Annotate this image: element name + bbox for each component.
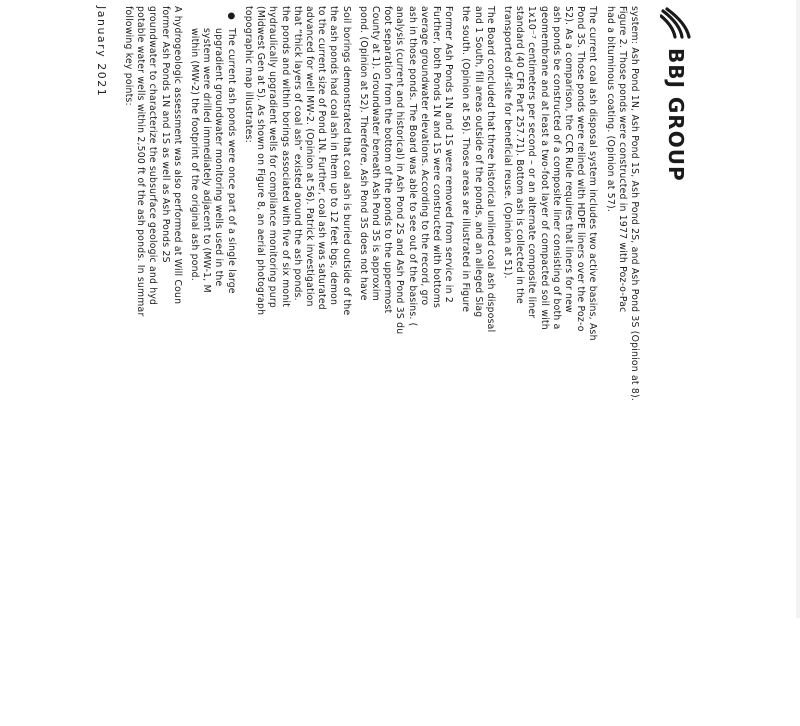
- text-line: Further, both Ponds 1N and 1S were constructed with bottoms: [430, 6, 442, 309]
- paragraph-current-disposal-system: [501, 6, 599, 726]
- text-line: had a bituminous coating. (Opinion at 57).: [604, 6, 616, 213]
- paragraph-ash-pond-system: [603, 6, 640, 726]
- document-body: [117, 6, 640, 726]
- text-line: A hydrogeologic assessment was also performed at Will Coun: [171, 6, 183, 305]
- text-line: advanced for well MW-2. (Opinion at 56). Patrick investigation: [303, 6, 315, 307]
- text-line: topographic map illustrates:: [242, 6, 254, 143]
- bullet-dot-icon: ●: [225, 12, 236, 21]
- text-line: and 1 South, fill areas outside of the ponds, and an alleged Slag: [472, 6, 484, 318]
- text-line: The current ash ponds were once part of a single large: [225, 28, 237, 294]
- scan-edge-shading: [796, 0, 800, 618]
- text-line: that “thick layers of coal ash” existed around the ash ponds.: [291, 6, 303, 301]
- text-line: within (MW-2) the footprint of the original ash pond.: [189, 28, 201, 281]
- text-line: system were drilled immediately adjacent to (MW-1, M: [201, 28, 213, 293]
- text-line: transported off-site for beneficial reuse. (Opinion at 51).: [501, 6, 513, 279]
- text-line: the ponds and within borings associated with five of six monit: [279, 6, 291, 308]
- text-line: Figure 2. Those ponds were constructed in 1977 with Poz-o-Pac: [616, 6, 628, 313]
- text-line: ash ponds be constructed of a composite liner consisting of both a: [550, 6, 562, 330]
- paragraph-board-conclusion: [459, 6, 496, 726]
- text-line: the south. (Opinion at 56). Those areas are illustrated in Figure: [460, 6, 472, 313]
- paragraph-soil-borings: [242, 6, 352, 726]
- bbj-arc-mark-icon: [660, 6, 692, 40]
- text-line: standard (40 CFR Part 257.71). Bottom ash is collected in the: [514, 6, 526, 304]
- text-line: Former Ash Ponds 1N and 1S were removed from service in 2: [443, 6, 455, 303]
- footer-date: January 2021: [95, 6, 108, 98]
- text-line: Pond 3S. Those ponds were relined with HDPE liners over the Poz-o: [575, 6, 587, 332]
- text-line: (Midwest Gen at 5). As shown on Figure 8, an aerial photograph: [255, 6, 267, 316]
- text-line: to the current size of Pond 1N. Further, coal ash was saturated: [316, 6, 328, 310]
- text-line: the ash ponds had coal ash in them up to 12 feet bgs, demon: [328, 6, 340, 306]
- text-line: analysis (current and historical) in Ash Pond 2S and Ash Pond 3S du: [394, 6, 406, 335]
- text-line: County at 1). Groundwater beneath Ash Pond 3S is approxim: [369, 6, 381, 301]
- text-line: former Ash Ponds 1N and 1S as well as Ash Ponds 2S: [159, 6, 171, 263]
- rotated-document-page: [92, 0, 692, 690]
- text-line: pond. (Opinion at 52). Therefore, Ash Pond 3S does not have: [357, 6, 369, 301]
- text-line: potable water wells within 2,500 ft of the ash ponds. In summar: [135, 6, 147, 317]
- text-line: 1x10⁻⁷ centimeters per second – or an alternate composite liner: [526, 6, 538, 319]
- text-line: 52). As a comparison, the CCR Rule requires that liners for new: [562, 6, 574, 313]
- bullet-item: [188, 6, 237, 726]
- text-line: average groundwater elevations. According to the record, gro: [418, 6, 430, 306]
- text-line: The Board concluded that three historical unlined coal ash disposal: [484, 6, 496, 333]
- text-line: hydraulically upgradient wells for compliance monitoring purp: [267, 6, 279, 308]
- text-line: Soil borings demonstrated that coal ash is buried outside of the: [340, 6, 352, 316]
- text-line: upgradient groundwater monitoring wells used in the: [213, 28, 225, 287]
- paragraph-hydrogeologic-assessment: [122, 6, 183, 726]
- text-line: geomembrane and at least a two-foot layer of compacted soil with: [538, 6, 550, 330]
- text-line: groundwater to characterize the subsurface geologic and hyd: [147, 6, 159, 306]
- logo-brand-text: BBJ GROUP: [664, 48, 689, 182]
- text-line: foot separation from the bottom of the ponds to the uppermost: [382, 6, 394, 314]
- bullet-list: [188, 6, 237, 726]
- text-line: ash in those ponds. The Board was able to see out of the basins. (: [406, 6, 418, 327]
- company-logo: [660, 6, 692, 182]
- text-line: system: Ash Pond 1N, Ash Pond 1S, Ash Pond 2S, and Ash Pond 3S (Opinion at 8).: [629, 6, 640, 402]
- paragraph-former-ash-ponds: [357, 6, 455, 726]
- text-line: following key points:: [123, 6, 135, 106]
- text-line: The current coal ash disposal system includes two active basins, Ash: [587, 6, 599, 341]
